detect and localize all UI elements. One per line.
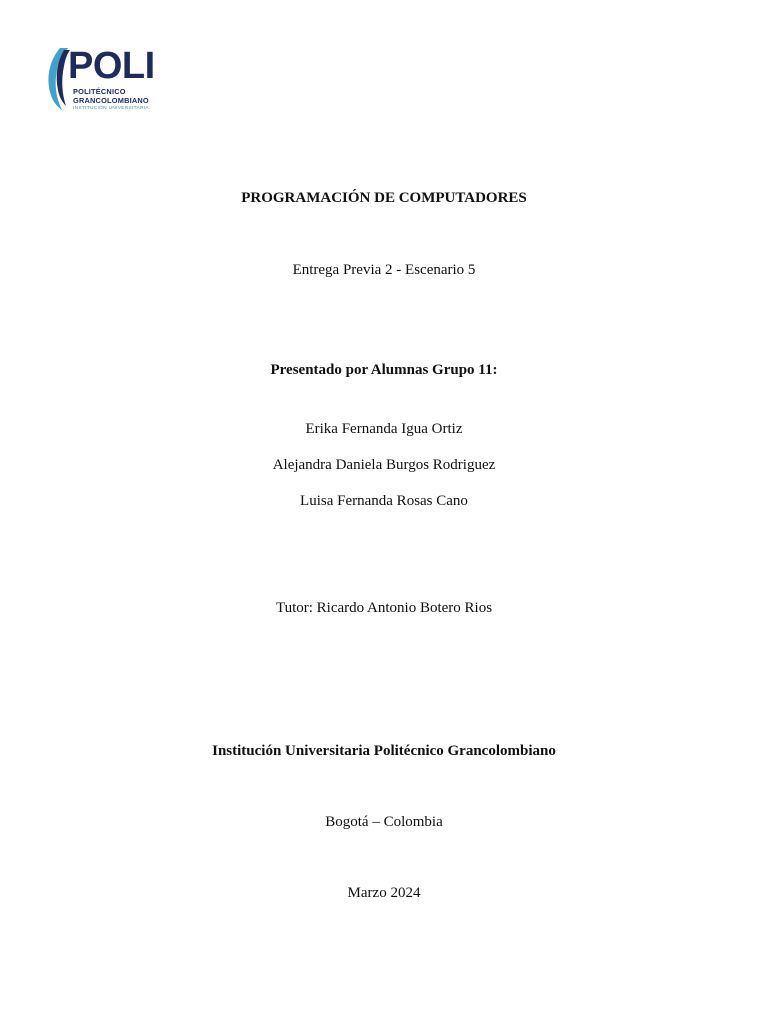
course-title: PROGRAMACIÓN DE COMPUTADORES [241, 190, 527, 206]
assignment-title: Entrega Previa 2 - Escenario 5 [292, 262, 476, 278]
location-line: Bogotá – Colombia [325, 814, 443, 830]
tutor-line: Tutor: Ricardo Antonio Botero Rios [275, 600, 493, 616]
student-name: Erika Fernanda Igua Ortiz [305, 421, 463, 437]
logo-subtitle-line1: POLITÉCNICO [73, 87, 126, 96]
poli-logo-mark-icon [44, 46, 70, 112]
presented-by-heading: Presentado por Alumnas Grupo 11: [270, 362, 498, 378]
logo-subtitle-line3: INSTITUCIÓN UNIVERSITARIA [73, 106, 149, 111]
student-name: Alejandra Daniela Burgos Rodriguez [272, 457, 496, 473]
logo-wordmark: POLI [68, 45, 155, 87]
institution-name: Institución Universitaria Politécnico Grancolombiano [212, 743, 556, 759]
date-line: Marzo 2024 [347, 885, 421, 901]
logo-subtitle-line2: GRANCOLOMBIANO [73, 96, 149, 105]
poli-logo [44, 44, 160, 114]
student-name: Luisa Fernanda Rosas Cano [300, 493, 468, 509]
